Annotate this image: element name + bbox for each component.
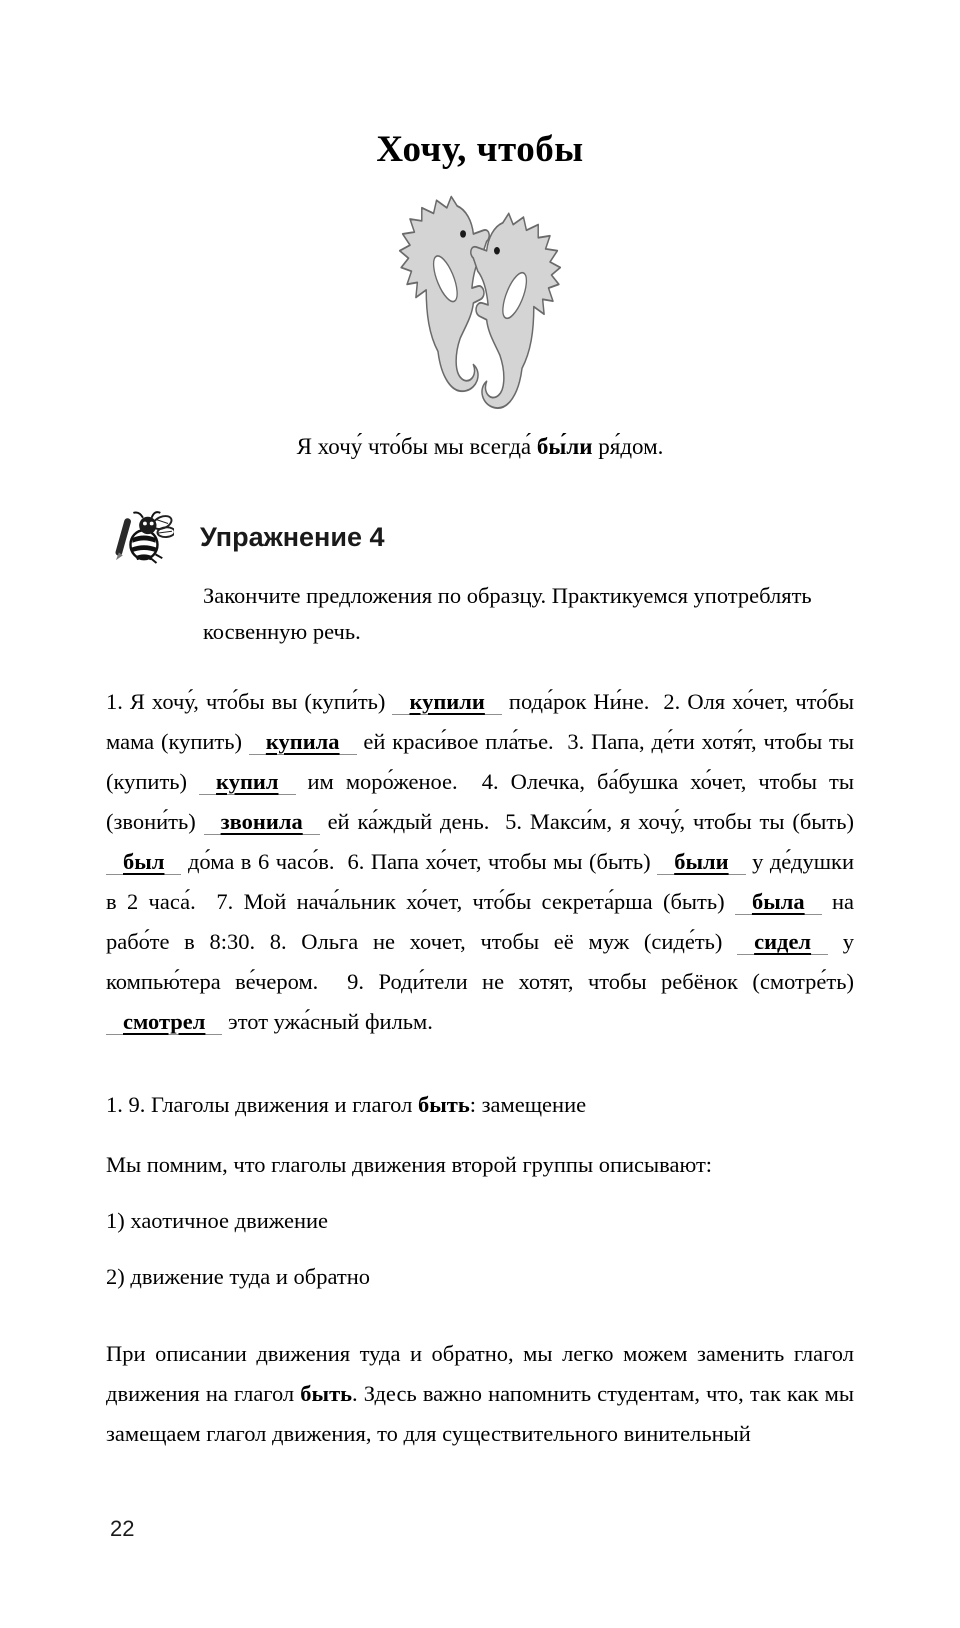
fill-in-blank (204, 809, 320, 835)
fill-in-blank (249, 729, 357, 755)
fill-in-blank (735, 889, 822, 915)
list-item: 1) хаотичное движение (106, 1208, 329, 1233)
exercise-body: 1. Я хочу́, что́бы вы (купи́ть) купили пода́рок Ни́не. 2. Оля хо́чет, что́бы мама (купить) купила ей краси́вое пла́тье. 3. Папа, де́ти хотя́т, чтобы ты (купить) купил им моро́женое. 4. Олечка, ба́бушка хо́чет, чтобы ты (звони́ть) звонила ей ка́ждый день. 5. Макси́м, я хочу́, чтобы ты (быть) был до́ма в 6 часо́в. 6. Папа хо́чет, чтобы мы (быть) были у де́душки в 2 часа́. 7. Мой нача́льник хо́чет, что́бы секрета́рша (быть) была на рабо́те в 8:30. 8. Ольга не хочет, чтобы её муж (сиде́ть) сидел у компью́тера ве́чером. 9. Роди́тели не хотят, чтобы ребёнок (смотре́ть) смотрел этот ужа́сный фильм. (106, 689, 860, 1034)
fill-in-blank (737, 929, 828, 955)
exercise-heading: Упражнение 4 (200, 521, 385, 552)
bold-text: бы́ли (536, 434, 593, 459)
blank-answer: был (123, 849, 165, 874)
list-item: 2) движение туда и обратно (106, 1264, 370, 1289)
section-heading: 1. 9. Глаголы движения и глагол быть: замещение (106, 1092, 587, 1117)
caption: Я хочу́ что́бы мы всегда́ бы́ли ря́дом. (296, 434, 664, 459)
blank-answer: звонила (220, 809, 303, 834)
blank-answer: сидел (754, 929, 812, 954)
fill-in-blank (199, 769, 295, 795)
document-page (0, 128, 960, 1628)
bold-text: быть (300, 1381, 353, 1406)
illustration-wrap (0, 191, 960, 420)
fill-in-blank (106, 849, 181, 875)
page-number: 22 (110, 1516, 135, 1541)
exercise-instructions: Закончите предложения по образцу. Практикуемся употреблять косвенную речь. (203, 583, 812, 644)
fill-in-blank (392, 689, 501, 715)
blank-answer: купила (265, 729, 340, 754)
section-paragraph: При описании движения туда и обратно, мы легко можем заменить глагол движения на глагол быть. Здесь важно напомнить студентам, что, так как мы замещаем глагол движения, то для существительного винительный (106, 1341, 854, 1446)
fill-in-blank (657, 849, 745, 875)
fill-in-blank (106, 1009, 222, 1035)
blank-answer: смотрел (123, 1009, 206, 1034)
seahorses-heart-illustration (382, 191, 578, 415)
blank-answer: купили (409, 689, 485, 714)
exercise-header (112, 510, 960, 564)
bold-text: быть (417, 1092, 470, 1117)
bee-with-pencil-icon (112, 510, 174, 564)
blank-answer: были (674, 849, 729, 874)
page-title: Хочу, чтобы (376, 129, 584, 170)
blank-answer: была (751, 889, 805, 914)
section-intro: Мы помним, что глаголы движения второй группы описывают: (106, 1152, 713, 1177)
blank-answer: купил (216, 769, 279, 794)
